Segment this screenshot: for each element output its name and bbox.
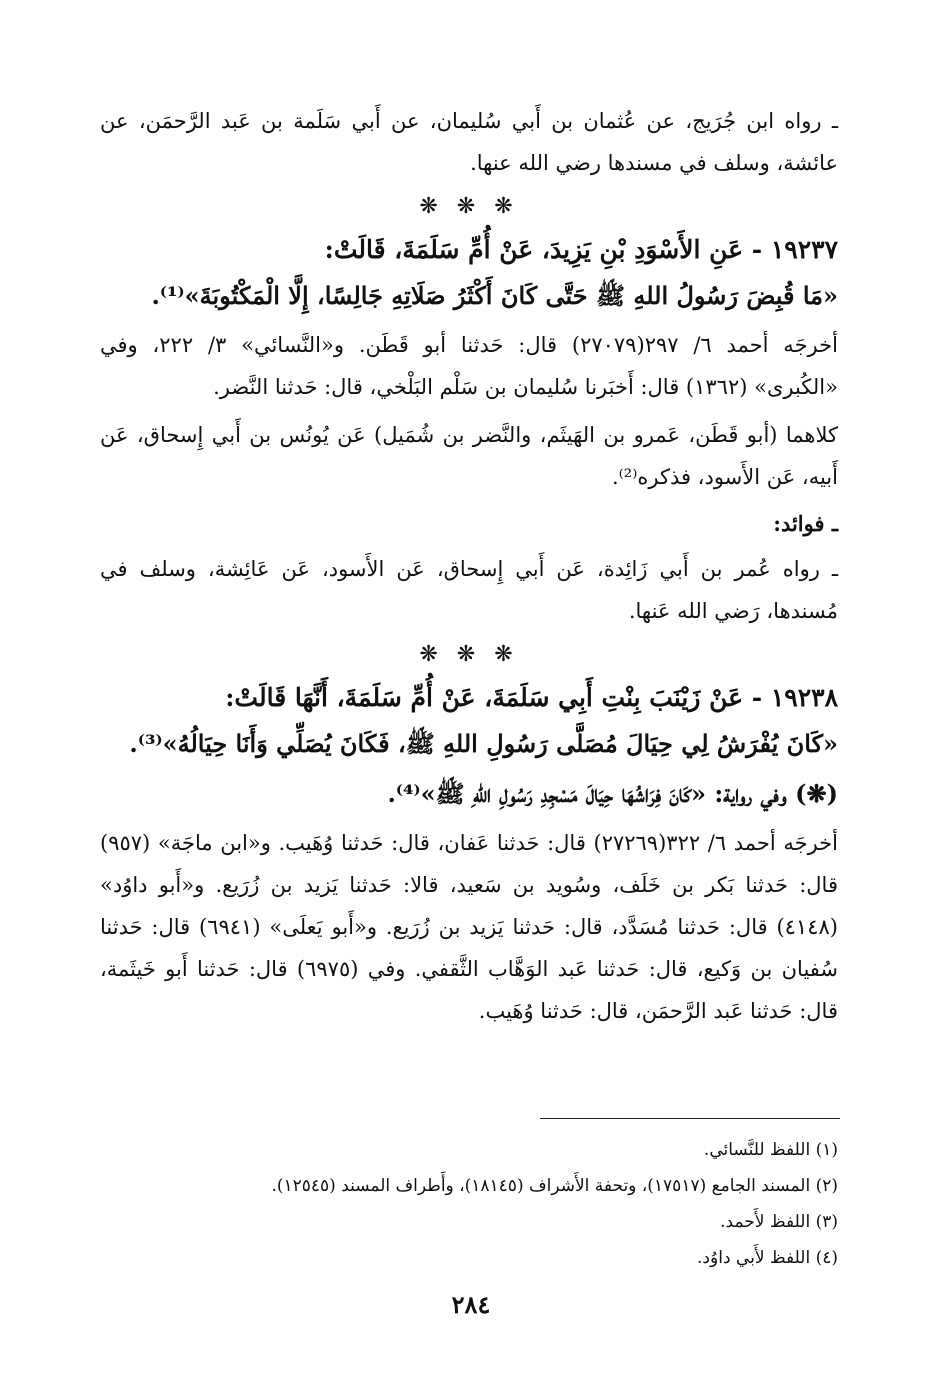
fawaid-paragraph: ـ رواه عُمر بن أَبي زَائِدة، عَن أَبي إِسحاق، عَن الأَسود، عَن عَائِشة، وسلف في مُسندها، رَضي الله عَنها.: [100, 557, 838, 623]
hadith-heading: ١٩٢٣٨ - عَنْ زَيْنَبَ بِنْتِ أَبِي سَلَمَةَ، عَنْ أُمِّ سَلَمَةَ، أَنَّهَا قَالَتْ:: [225, 683, 838, 712]
section-separator: ❋ ❋ ❋: [419, 194, 519, 219]
footnote-divider: [540, 1118, 840, 1119]
section-separator: ❋ ❋ ❋: [419, 642, 519, 667]
hadith-variant-text: (❋) وفي رواية: «كَانَ فِرَاشُهَا حِيَالَ مَسْجِدِ رَسُولِ اللهِ ﷺ»⁽⁴⁾.: [387, 779, 838, 808]
page-number: ٢٨٤: [451, 1290, 491, 1319]
hadith-text: «كَانَ يُفْرَشُ لِي حِيَالَ مُصَلَّى رَسُولِ اللهِ ﷺ، فَكَانَ يُصَلِّي وَأَنَا حِيَالُهُ»⁽³⁾.: [129, 729, 838, 758]
hadith-heading: ١٩٢٣٧ - عَنِ الأَسْوَدِ بْنِ يَزِيدَ، عَنْ أُمِّ سَلَمَةَ، قَالَتْ:: [324, 235, 838, 264]
takhrij-paragraph: أخرجَه أحمد ٦/ ٣٢٢(٢٧٢٦٩) قال: حَدثنا عَفان، قال: حَدثنا وُهَيب. و«ابن ماجَة» (٩٥٧) قال: حَدثنا بَكر بن خَلَف، وسُويد بن سَعيد، قالا: حَدثنا يَزيد بن زُرَيع. و«أَبو داوُد» (٤١٤٨) قال: حَدثنا مُسَدَّد، قال: حَدثنا يَزيد بن زُرَيع. و«أَبو يَعلَى» (٦٩٤١) قال: حَدثنا سُفيان بن وَكيع، قال: حَدثنا عَبد الوَهَّاب الثَّقفي. وفي (٦٩٧٥) قال: حَدثنا أَبو خَيثَمة، قال: حَدثنا عَبد الرَّحمَن، قال: حَدثنا وُهَيب.: [100, 831, 839, 1023]
chain-paragraph: كلاهما (أبو قَطَن، عَمرو بن الهَيثَم، والنَّضر بن شُمَيل) عَن يُونُس بن أَبي إِسحاق، عَن أَبيه، عَن الأَسود، فذكره⁽²⁾.: [100, 423, 838, 489]
footnotes: [100, 1132, 838, 1276]
footnote: (٣) اللفظ لأَحمد.: [720, 1212, 838, 1232]
footnote: (٤) اللفظ لأَبي داوُد.: [697, 1248, 838, 1268]
takhrij-paragraph: أخرجَه أحمد ٦/ ٢٩٧(٢٧٠٧٩) قال: حَدثنا أبو قَطَن. و«النَّسائي» ٣/ ٢٢٢، وفي «الكُبرى» (١٣٦٢) قال: أَخبَرنا سُليمان بن سَلْم البَلْخي، قال: حَدثنا النَّضر.: [100, 333, 838, 399]
intro-paragraph: ـ رواه ابن جُرَيج، عن عُثمان بن أَبي سُليمان، عن أَبي سَلَمة بن عَبد الرَّحمَن، عن عائشة، وسلف في مسندها رضي الله عنها.: [100, 109, 838, 175]
footnote: (١) اللفظ للنَّسائي.: [703, 1140, 838, 1160]
footnote: (٢) المسند الجامع (١٧٥١٧)، وتحفة الأَشراف (١٨١٤٥)، وأَطراف المسند (١٢٥٤٥).: [271, 1176, 838, 1196]
fawaid-label: ـ فوائد:: [773, 511, 838, 536]
page-body: [100, 100, 838, 1038]
hadith-text: «مَا قُبِضَ رَسُولُ اللهِ ﷺ حَتَّى كَانَ أَكْثَرُ صَلَاتِهِ جَالِسًا، إِلَّا الْمَكْتُوبَةَ»⁽¹⁾.: [151, 281, 838, 310]
